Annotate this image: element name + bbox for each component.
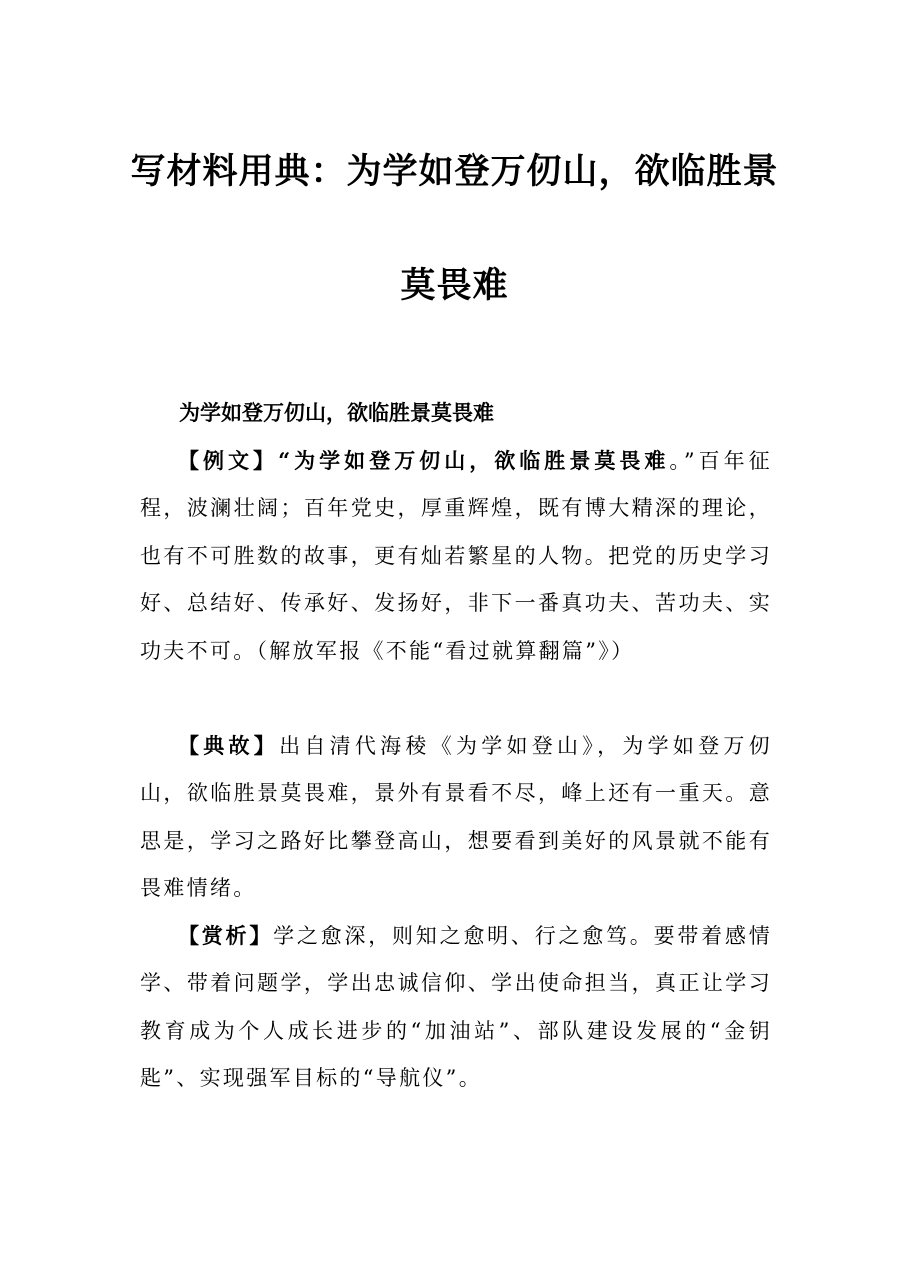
allusion-paragraph: [140, 722, 772, 913]
page-title-line-1: 写材料用典：为学如登万仞山，欲临胜景: [130, 151, 779, 192]
section-subheading: 为学如登万仞山，欲临胜景莫畏难: [179, 400, 494, 425]
allusion-tag: 【典故】: [178, 733, 280, 758]
example-paragraph: [140, 437, 772, 675]
example-tag: 【例文】: [178, 448, 279, 473]
allusion-text: 出自清代海稜《为学如登山》，为学如登万仞山，欲临胜景莫畏难，景外有景看不尽，峰上还有一重天。意思是，学习之路好比攀登高山，想要看到美好的风景就不能有畏难情绪。: [140, 734, 772, 901]
page-title-line-2: 莫畏难: [400, 265, 509, 306]
appreciation-paragraph: [140, 912, 772, 1103]
example-quote: “为学如登万仞山，欲临胜景莫畏难: [278, 448, 670, 473]
appreciation-tag: 【赏析】: [178, 923, 274, 948]
appreciation-text: 学之愈深，则知之愈明、行之愈笃。要带着感情学、带着问题学，学出忠诚信仰、学出使命担当，真正让学习教育成为个人成长进步的“加油站”、部队建设发展的“金钥匙”、实现强军目标的“导航仪”。: [140, 924, 772, 1091]
example-text: 。”百年征程，波澜壮阔；百年党史，厚重辉煌，既有博大精深的理论，也有不可胜数的故事，更有灿若繁星的人物。把党的历史学习好、总结好、传承好、发扬好，非下一番真功夫、苦功夫、实功夫不可。（解放军报《不能“看过就算翻篇”》）: [140, 449, 772, 663]
